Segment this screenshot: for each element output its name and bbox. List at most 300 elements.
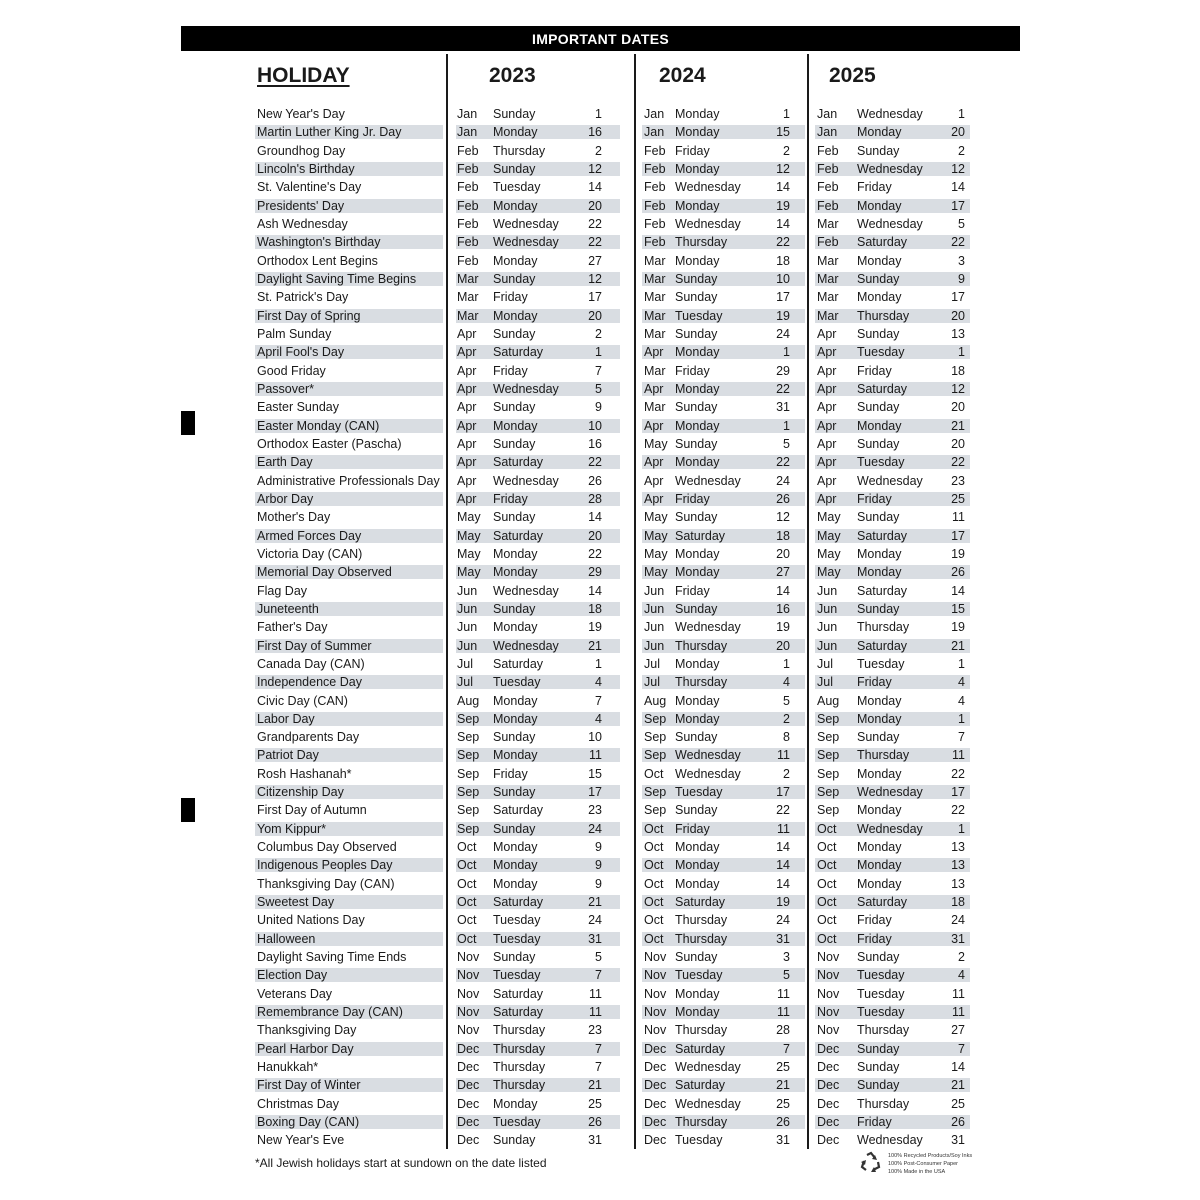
date-day-number: 22 bbox=[776, 455, 790, 470]
date-day-number: 2 bbox=[595, 326, 602, 341]
date-weekday: Friday bbox=[493, 491, 528, 506]
date-month: Jun bbox=[644, 601, 665, 616]
holiday-row bbox=[0, 490, 1200, 508]
holiday-row bbox=[0, 380, 1200, 398]
date-weekday: Wednesday bbox=[493, 583, 559, 598]
date-weekday: Wednesday bbox=[857, 473, 923, 488]
date-weekday: Friday bbox=[857, 1115, 892, 1130]
date-weekday: Tuesday bbox=[493, 931, 541, 946]
date-day-number: 19 bbox=[776, 308, 790, 323]
holiday-name: April Fool's Day bbox=[257, 345, 345, 360]
date-month: Nov bbox=[817, 1023, 840, 1038]
holiday-row bbox=[0, 123, 1200, 141]
date-weekday: Thursday bbox=[857, 748, 910, 763]
holiday-row bbox=[0, 197, 1200, 215]
date-day-number: 7 bbox=[783, 1041, 790, 1056]
date-day-number: 31 bbox=[951, 1133, 965, 1148]
date-weekday: Tuesday bbox=[675, 968, 723, 983]
date-month: Aug bbox=[817, 693, 840, 708]
date-weekday: Tuesday bbox=[857, 1005, 905, 1020]
date-month: Apr bbox=[817, 326, 837, 341]
footnote: *All Jewish holidays start at sundown on the date listed bbox=[255, 1156, 547, 1170]
date-day-number: 27 bbox=[951, 1023, 965, 1038]
date-day-number: 24 bbox=[588, 913, 602, 928]
date-weekday: Monday bbox=[857, 565, 902, 580]
holiday-name: First Day of Spring bbox=[257, 308, 361, 323]
holiday-name: First Day of Autumn bbox=[257, 803, 367, 818]
holiday-name: Mother's Day bbox=[257, 510, 331, 525]
date-month: Jul bbox=[457, 675, 473, 690]
holiday-name: Easter Sunday bbox=[257, 400, 339, 415]
date-weekday: Tuesday bbox=[675, 308, 723, 323]
date-month: Feb bbox=[644, 235, 666, 250]
date-weekday: Wednesday bbox=[857, 821, 923, 836]
date-weekday: Friday bbox=[857, 675, 892, 690]
holiday-row bbox=[0, 1076, 1200, 1094]
date-weekday: Sunday bbox=[493, 785, 536, 800]
date-day-number: 12 bbox=[776, 510, 790, 525]
date-month: Apr bbox=[457, 436, 477, 451]
date-day-number: 5 bbox=[783, 968, 790, 983]
date-day-number: 5 bbox=[783, 693, 790, 708]
date-day-number: 9 bbox=[595, 876, 602, 891]
date-month: Feb bbox=[817, 198, 839, 213]
date-weekday: Monday bbox=[675, 455, 720, 470]
holiday-name: Independence Day bbox=[257, 675, 362, 690]
date-day-number: 14 bbox=[776, 858, 790, 873]
date-weekday: Monday bbox=[675, 381, 720, 396]
date-month: May bbox=[457, 528, 481, 543]
date-weekday: Sunday bbox=[493, 601, 536, 616]
date-day-number: 22 bbox=[588, 546, 602, 561]
holiday-name: Civic Day (CAN) bbox=[257, 693, 348, 708]
date-weekday: Wednesday bbox=[857, 161, 923, 176]
date-day-number: 1 bbox=[595, 656, 602, 671]
date-month: Nov bbox=[457, 1023, 480, 1038]
date-month: Feb bbox=[457, 216, 479, 231]
date-day-number: 11 bbox=[952, 1005, 965, 1020]
holiday-row bbox=[0, 966, 1200, 984]
date-weekday: Sunday bbox=[857, 436, 900, 451]
date-weekday: Saturday bbox=[493, 986, 544, 1001]
date-month: Sep bbox=[457, 766, 480, 781]
date-day-number: 7 bbox=[958, 1041, 965, 1056]
date-weekday: Tuesday bbox=[857, 455, 905, 470]
date-day-number: 14 bbox=[776, 583, 790, 598]
date-day-number: 9 bbox=[958, 271, 965, 286]
date-weekday: Monday bbox=[675, 125, 720, 140]
date-month: Apr bbox=[817, 473, 837, 488]
date-month: Feb bbox=[817, 235, 839, 250]
date-day-number: 22 bbox=[588, 455, 602, 470]
date-month: Jan bbox=[457, 125, 478, 140]
date-day-number: 21 bbox=[588, 895, 602, 910]
date-month: Apr bbox=[817, 363, 837, 378]
date-day-number: 1 bbox=[958, 821, 965, 836]
holiday-row bbox=[0, 1040, 1200, 1058]
holiday-name: Orthodox Lent Begins bbox=[257, 253, 378, 268]
date-month: Oct bbox=[644, 913, 664, 928]
date-month: Sep bbox=[817, 730, 840, 745]
date-day-number: 17 bbox=[951, 198, 965, 213]
date-month: Apr bbox=[644, 345, 664, 360]
date-weekday: Wednesday bbox=[675, 1096, 741, 1111]
date-month: Nov bbox=[457, 1005, 480, 1020]
date-weekday: Sunday bbox=[675, 950, 718, 965]
date-day-number: 27 bbox=[588, 253, 602, 268]
date-day-number: 4 bbox=[595, 675, 602, 690]
date-month: Jul bbox=[644, 675, 660, 690]
date-day-number: 23 bbox=[588, 1023, 602, 1038]
year-2023-header: 2023 bbox=[489, 64, 536, 87]
date-weekday: Sunday bbox=[857, 271, 900, 286]
date-weekday: Wednesday bbox=[675, 748, 741, 763]
date-weekday: Monday bbox=[857, 803, 902, 818]
date-weekday: Tuesday bbox=[493, 675, 541, 690]
date-day-number: 17 bbox=[951, 785, 965, 800]
date-day-number: 28 bbox=[588, 491, 602, 506]
holiday-name: Palm Sunday bbox=[257, 326, 332, 341]
date-day-number: 31 bbox=[588, 931, 602, 946]
date-month: Mar bbox=[644, 308, 666, 323]
date-day-number: 17 bbox=[951, 528, 965, 543]
date-weekday: Sunday bbox=[857, 950, 900, 965]
date-day-number: 26 bbox=[776, 1115, 790, 1130]
date-weekday: Friday bbox=[493, 766, 528, 781]
date-weekday: Wednesday bbox=[857, 785, 923, 800]
date-month: May bbox=[457, 510, 481, 525]
date-day-number: 24 bbox=[588, 821, 602, 836]
date-weekday: Wednesday bbox=[493, 216, 559, 231]
date-month: Mar bbox=[817, 271, 839, 286]
date-month: Apr bbox=[817, 418, 837, 433]
date-month: Jun bbox=[817, 638, 838, 653]
date-month: Dec bbox=[644, 1133, 667, 1148]
date-weekday: Monday bbox=[493, 253, 538, 268]
date-weekday: Thursday bbox=[675, 235, 728, 250]
holiday-name: Victoria Day (CAN) bbox=[257, 546, 363, 561]
date-weekday: Tuesday bbox=[857, 968, 905, 983]
date-day-number: 5 bbox=[958, 216, 965, 231]
holiday-name: Earth Day bbox=[257, 455, 313, 470]
date-day-number: 1 bbox=[958, 345, 965, 360]
date-month: Oct bbox=[817, 821, 837, 836]
date-month: Jun bbox=[457, 601, 478, 616]
date-day-number: 17 bbox=[776, 785, 790, 800]
date-weekday: Monday bbox=[493, 711, 538, 726]
date-day-number: 4 bbox=[595, 711, 602, 726]
date-weekday: Friday bbox=[493, 363, 528, 378]
holiday-name: New Year's Eve bbox=[257, 1133, 345, 1148]
holiday-name: Orthodox Easter (Pascha) bbox=[257, 436, 402, 451]
date-day-number: 24 bbox=[951, 913, 965, 928]
date-day-number: 31 bbox=[951, 931, 965, 946]
date-weekday: Thursday bbox=[675, 913, 728, 928]
holiday-row bbox=[0, 362, 1200, 380]
date-day-number: 19 bbox=[951, 620, 965, 635]
date-day-number: 12 bbox=[588, 161, 602, 176]
date-day-number: 20 bbox=[951, 308, 965, 323]
date-weekday: Monday bbox=[675, 198, 720, 213]
date-month: Dec bbox=[457, 1060, 480, 1075]
holiday-row bbox=[0, 288, 1200, 306]
holiday-name: Boxing Day (CAN) bbox=[257, 1115, 360, 1130]
date-day-number: 20 bbox=[951, 436, 965, 451]
date-day-number: 18 bbox=[951, 895, 965, 910]
holiday-name: New Year's Day bbox=[257, 107, 345, 121]
date-weekday: Sunday bbox=[675, 290, 718, 305]
date-month: Sep bbox=[457, 730, 480, 745]
date-weekday: Monday bbox=[493, 620, 538, 635]
date-weekday: Sunday bbox=[493, 730, 536, 745]
date-day-number: 7 bbox=[595, 363, 602, 378]
date-day-number: 26 bbox=[588, 1115, 602, 1130]
date-weekday: Sunday bbox=[857, 400, 900, 415]
date-month: Jan bbox=[457, 107, 478, 121]
date-month: Mar bbox=[817, 308, 839, 323]
date-weekday: Sunday bbox=[493, 821, 536, 836]
date-weekday: Sunday bbox=[493, 510, 536, 525]
date-weekday: Monday bbox=[857, 198, 902, 213]
holiday-name: Hanukkah* bbox=[257, 1060, 319, 1075]
date-day-number: 5 bbox=[783, 436, 790, 451]
holiday-row bbox=[0, 948, 1200, 966]
holiday-row bbox=[0, 270, 1200, 288]
holiday-row bbox=[0, 1131, 1200, 1149]
date-weekday: Thursday bbox=[675, 931, 728, 946]
date-weekday: Sunday bbox=[857, 326, 900, 341]
date-month: Dec bbox=[817, 1078, 840, 1093]
holiday-row bbox=[0, 838, 1200, 856]
date-month: Oct bbox=[457, 858, 477, 873]
date-month: Apr bbox=[817, 381, 837, 396]
date-month: Feb bbox=[457, 253, 479, 268]
date-weekday: Monday bbox=[857, 418, 902, 433]
date-weekday: Monday bbox=[675, 546, 720, 561]
date-day-number: 14 bbox=[776, 180, 790, 195]
date-weekday: Monday bbox=[857, 125, 902, 140]
date-month: Jun bbox=[817, 583, 838, 598]
date-day-number: 20 bbox=[776, 638, 790, 653]
date-day-number: 24 bbox=[776, 913, 790, 928]
date-day-number: 25 bbox=[776, 1060, 790, 1075]
date-month: Jun bbox=[457, 583, 478, 598]
date-month: Dec bbox=[644, 1041, 667, 1056]
date-month: Feb bbox=[817, 180, 839, 195]
holiday-row bbox=[0, 307, 1200, 325]
date-weekday: Saturday bbox=[857, 638, 908, 653]
date-weekday: Friday bbox=[493, 290, 528, 305]
date-weekday: Wednesday bbox=[675, 620, 741, 635]
date-day-number: 31 bbox=[776, 931, 790, 946]
holiday-row bbox=[0, 1003, 1200, 1021]
date-month: Dec bbox=[644, 1115, 667, 1130]
date-day-number: 14 bbox=[776, 216, 790, 231]
date-day-number: 26 bbox=[951, 565, 965, 580]
date-month: Dec bbox=[457, 1096, 480, 1111]
date-day-number: 2 bbox=[595, 143, 602, 158]
date-month: Feb bbox=[457, 198, 479, 213]
date-weekday: Monday bbox=[675, 693, 720, 708]
holiday-name: Thanksgiving Day bbox=[257, 1023, 357, 1038]
holiday-row bbox=[0, 911, 1200, 929]
date-weekday: Wednesday bbox=[857, 1133, 923, 1148]
date-day-number: 7 bbox=[595, 693, 602, 708]
date-month: Feb bbox=[644, 180, 666, 195]
date-month: Dec bbox=[457, 1041, 480, 1056]
date-month: May bbox=[644, 436, 668, 451]
date-month: Jun bbox=[644, 583, 665, 598]
date-month: Apr bbox=[817, 345, 837, 360]
date-month: Dec bbox=[457, 1078, 480, 1093]
date-day-number: 20 bbox=[588, 528, 602, 543]
date-month: Apr bbox=[817, 400, 837, 415]
date-day-number: 14 bbox=[951, 180, 965, 195]
date-weekday: Monday bbox=[857, 253, 902, 268]
holiday-row bbox=[0, 1058, 1200, 1076]
date-month: Feb bbox=[457, 180, 479, 195]
date-day-number: 22 bbox=[951, 455, 965, 470]
date-day-number: 11 bbox=[777, 748, 790, 763]
date-day-number: 25 bbox=[951, 491, 965, 506]
date-month: May bbox=[457, 546, 481, 561]
page-title-banner: IMPORTANT DATES bbox=[181, 26, 1020, 51]
date-weekday: Friday bbox=[857, 180, 892, 195]
date-day-number: 28 bbox=[776, 1023, 790, 1038]
date-day-number: 14 bbox=[776, 840, 790, 855]
date-month: Sep bbox=[644, 785, 667, 800]
holiday-row bbox=[0, 710, 1200, 728]
date-day-number: 5 bbox=[595, 950, 602, 965]
holiday-name: Armed Forces Day bbox=[257, 528, 362, 543]
date-month: Sep bbox=[644, 711, 667, 726]
date-day-number: 9 bbox=[595, 400, 602, 415]
date-day-number: 20 bbox=[776, 546, 790, 561]
holiday-row bbox=[0, 930, 1200, 948]
date-day-number: 14 bbox=[776, 876, 790, 891]
date-weekday: Sunday bbox=[675, 400, 718, 415]
date-day-number: 5 bbox=[595, 381, 602, 396]
holiday-name: Columbus Day Observed bbox=[257, 840, 397, 855]
date-day-number: 31 bbox=[776, 1133, 790, 1148]
date-day-number: 11 bbox=[589, 1005, 602, 1020]
date-month: Mar bbox=[644, 326, 666, 341]
date-month: Apr bbox=[457, 455, 477, 470]
date-day-number: 19 bbox=[776, 895, 790, 910]
date-day-number: 11 bbox=[589, 748, 602, 763]
date-day-number: 23 bbox=[588, 803, 602, 818]
date-day-number: 15 bbox=[951, 601, 965, 616]
date-weekday: Monday bbox=[675, 418, 720, 433]
date-day-number: 4 bbox=[783, 675, 790, 690]
date-month: Apr bbox=[817, 455, 837, 470]
date-month: Mar bbox=[457, 290, 479, 305]
date-month: Jun bbox=[817, 620, 838, 635]
date-weekday: Monday bbox=[857, 546, 902, 561]
date-month: Oct bbox=[644, 858, 664, 873]
date-month: Nov bbox=[817, 968, 840, 983]
date-weekday: Sunday bbox=[493, 271, 536, 286]
date-month: Jun bbox=[817, 601, 838, 616]
date-day-number: 2 bbox=[783, 143, 790, 158]
date-month: Dec bbox=[644, 1078, 667, 1093]
holiday-row bbox=[0, 563, 1200, 581]
date-day-number: 1 bbox=[958, 656, 965, 671]
date-weekday: Sunday bbox=[493, 161, 536, 176]
date-day-number: 14 bbox=[951, 583, 965, 598]
holiday-row bbox=[0, 673, 1200, 691]
date-weekday: Monday bbox=[493, 565, 538, 580]
date-weekday: Friday bbox=[675, 821, 710, 836]
date-day-number: 13 bbox=[951, 840, 965, 855]
date-month: Apr bbox=[644, 381, 664, 396]
holiday-row bbox=[0, 783, 1200, 801]
holiday-name: Veterans Day bbox=[257, 986, 333, 1001]
date-month: Apr bbox=[457, 418, 477, 433]
date-day-number: 17 bbox=[951, 290, 965, 305]
date-month: May bbox=[457, 565, 481, 580]
date-month: Sep bbox=[817, 785, 840, 800]
holiday-name: Labor Day bbox=[257, 711, 315, 726]
date-day-number: 7 bbox=[595, 1041, 602, 1056]
date-month: Nov bbox=[644, 1023, 667, 1038]
date-weekday: Sunday bbox=[857, 1060, 900, 1075]
date-month: Jan bbox=[644, 107, 665, 121]
holiday-row bbox=[0, 508, 1200, 526]
date-weekday: Wednesday bbox=[493, 638, 559, 653]
date-weekday: Monday bbox=[675, 161, 720, 176]
holiday-name: First Day of Winter bbox=[257, 1078, 361, 1093]
holiday-row bbox=[0, 417, 1200, 435]
date-weekday: Sunday bbox=[857, 510, 900, 525]
date-month: Oct bbox=[644, 766, 664, 781]
date-month: Nov bbox=[644, 968, 667, 983]
date-month: Jun bbox=[457, 620, 478, 635]
holiday-row bbox=[0, 765, 1200, 783]
date-weekday: Tuesday bbox=[493, 968, 541, 983]
date-day-number: 22 bbox=[588, 216, 602, 231]
date-month: Apr bbox=[817, 436, 837, 451]
holiday-name: Arbor Day bbox=[257, 491, 314, 506]
holiday-column-header: HOLIDAY bbox=[257, 64, 350, 87]
date-day-number: 21 bbox=[951, 1078, 965, 1093]
date-weekday: Monday bbox=[493, 418, 538, 433]
holiday-row bbox=[0, 600, 1200, 618]
date-weekday: Monday bbox=[675, 565, 720, 580]
date-month: Jul bbox=[457, 656, 473, 671]
date-month: Apr bbox=[644, 418, 664, 433]
date-day-number: 24 bbox=[776, 473, 790, 488]
date-day-number: 25 bbox=[776, 1096, 790, 1111]
date-weekday: Saturday bbox=[493, 895, 544, 910]
date-day-number: 13 bbox=[951, 858, 965, 873]
holiday-name: Good Friday bbox=[257, 363, 326, 378]
date-month: May bbox=[817, 546, 841, 561]
date-weekday: Friday bbox=[675, 143, 710, 158]
holiday-name: Flag Day bbox=[257, 583, 308, 598]
date-month: Dec bbox=[817, 1041, 840, 1056]
date-day-number: 2 bbox=[783, 766, 790, 781]
date-weekday: Monday bbox=[675, 840, 720, 855]
holiday-row bbox=[0, 545, 1200, 563]
date-day-number: 4 bbox=[958, 693, 965, 708]
date-day-number: 21 bbox=[951, 418, 965, 433]
date-weekday: Thursday bbox=[675, 675, 728, 690]
date-month: Oct bbox=[644, 931, 664, 946]
holiday-row bbox=[0, 728, 1200, 746]
date-weekday: Thursday bbox=[493, 1060, 546, 1075]
date-weekday: Thursday bbox=[857, 1096, 910, 1111]
